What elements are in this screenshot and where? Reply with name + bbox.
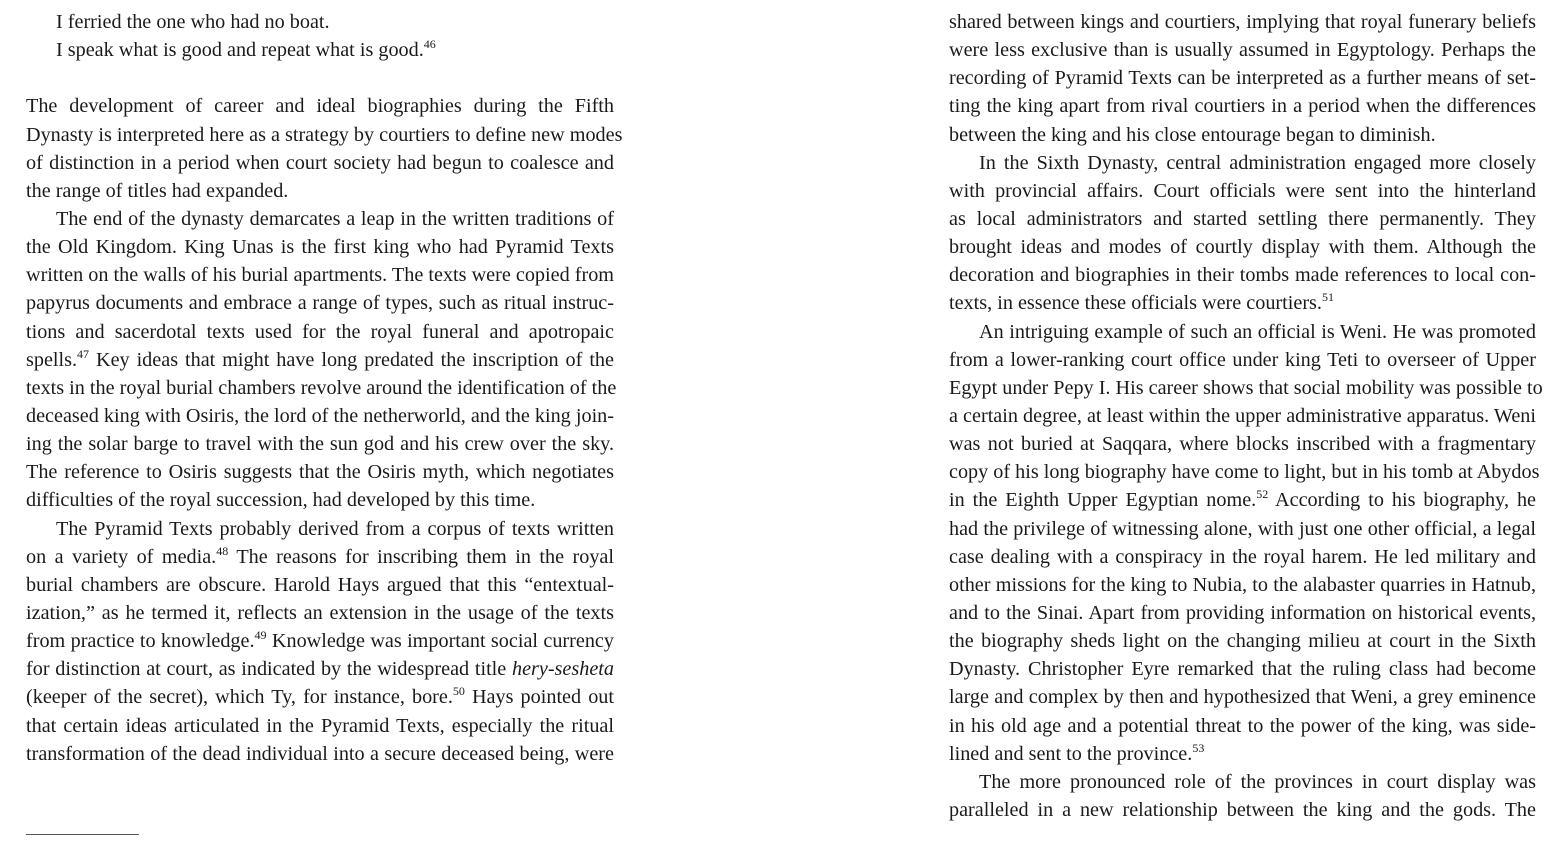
paragraph-provinces-gods	[949, 768, 1536, 824]
text-line: An intriguing example of such an official is Weni. He was promoted	[979, 320, 1536, 343]
text-line: between the king and his close entourage began to diminish.	[949, 123, 1436, 146]
text-line: as local administrators and started settling there permanently. They	[949, 207, 1536, 230]
text-line: of distinction in a period when court society had begun to coalesce and	[26, 151, 614, 174]
footnote-divider	[26, 834, 139, 835]
text-line: spells.$^{47}$ Key ideas that might have long predated the inscription of the	[26, 346, 614, 371]
text-line: lined and sent to the province.$^{53}$	[949, 740, 1205, 765]
text-line: (keeper of the secret), which Ty, for instance, bore.$^{50}$ Hays pointed out	[26, 684, 614, 709]
right-page-column	[949, 8, 1543, 824]
text-line: from a lower-ranking court office under king Teti to overseer of Upper	[949, 348, 1536, 371]
text-line: was not buried at Saqqara, where blocks inscribed with a fragmentary	[949, 433, 1536, 456]
text-line: recording of Pyramid Texts can be interpreted as a further means of set-	[949, 67, 1536, 90]
text-line: large and complex by then and hypothesized that Weni, a grey eminence	[949, 686, 1536, 709]
text-line: in the Eighth Upper Egyptian nome.$^{52}$ According to his biography, he	[949, 487, 1536, 512]
text-line: The Pyramid Texts probably derived from a corpus of texts written	[56, 517, 614, 540]
text-line: tions and sacerdotal texts used for the royal funeral and apotropaic	[26, 320, 614, 343]
left-page-column	[26, 8, 623, 768]
text-line: in his old age and a potential threat to the power of the king, was side-	[949, 714, 1536, 737]
text-line: with provincial affairs. Court officials were sent into the hinterland	[949, 179, 1536, 202]
text-line: The reference to Osiris suggests that the Osiris myth, which negotiates	[26, 461, 614, 484]
paragraph-sixth-dynasty	[949, 149, 1536, 318]
paragraph-pyramid-texts-corpus	[26, 515, 614, 768]
footnote-ref[interactable]: 52	[1256, 487, 1269, 502]
text-line: case dealing with a conspiracy in the royal harem. He led military and	[949, 545, 1536, 568]
text-line: deceased king with Osiris, the lord of the netherworld, and the king join-	[26, 404, 614, 427]
footnote-ref[interactable]: 53	[1192, 740, 1205, 755]
text-line: from practice to knowledge.$^{49}$ Knowledge was important social currency	[26, 628, 614, 653]
text-line: brought ideas and modes of courtly display with them. Although the	[949, 236, 1536, 259]
paragraph-weni	[949, 318, 1543, 768]
text-line: The end of the dynasty demarcates a leap in the written traditions of	[56, 207, 614, 230]
text-line: The development of career and ideal biographies during the Fifth	[26, 95, 614, 118]
italic-term: hery-sesheta	[511, 658, 614, 681]
text-line: for distinction at court, as indicated by the widespread title hery-sesheta	[26, 658, 614, 681]
text-line: had the privilege of witnessing alone, with just one other official, a legal	[949, 517, 1536, 540]
footnote-ref[interactable]: 51	[1321, 290, 1334, 305]
text-line: paralleled in a new relationship between the king and the gods. The	[949, 798, 1536, 821]
text-line: In the Sixth Dynasty, central administration engaged more closely	[979, 151, 1536, 174]
text-line: the biography sheds light on the changing milieu at court in the Sixth	[949, 630, 1536, 653]
text-line: Egypt under Pepy I. His career shows that social mobility was possible to	[949, 376, 1543, 399]
text-line: copy of his long biography have come to light, but in his tomb at Abydos	[949, 461, 1540, 484]
text-line: that certain ideas articulated in the Pyramid Texts, especially the ritual	[26, 714, 614, 737]
verse-line: I speak what is good and repeat what is good.$^{46}$	[56, 37, 436, 62]
footnote-ref[interactable]: 49	[254, 628, 267, 643]
paragraph-pyramid-texts-unas	[26, 205, 617, 515]
text-line: Dynasty. Christopher Eyre remarked that the ruling class had become	[949, 658, 1536, 681]
paragraph-funerary-beliefs	[949, 8, 1536, 149]
text-line: The more pronounced role of the provinces in court display was	[979, 770, 1536, 793]
text-line: texts in the royal burial chambers revolve around the identification of the	[26, 376, 617, 399]
text-line: shared between kings and courtiers, implying that royal funerary beliefs	[949, 11, 1536, 33]
text-line: the Old Kingdom. King Unas is the first king who had Pyramid Texts	[26, 236, 614, 259]
verse-spacer	[26, 64, 614, 92]
text-line: papyrus documents and embrace a range of types, such as ritual instruc-	[26, 292, 614, 315]
text-line: decoration and biographies in their tombs made references to local con-	[949, 264, 1536, 287]
text-line: the range of titles had expanded.	[26, 179, 289, 202]
text-line: and to the Sinai. Apart from providing information on historical events,	[949, 601, 1536, 624]
footnote-ref[interactable]: 48	[216, 543, 229, 558]
text-line: written on the walls of his burial apartments. The texts were copied from	[26, 264, 614, 287]
verse-line: I ferried the one who had no boat.	[56, 11, 330, 33]
text-line: ting the king apart from rival courtiers in a period when the differences	[949, 95, 1536, 118]
footnote-ref[interactable]: 47	[77, 346, 90, 361]
text-line: other missions for the king to Nubia, to the alabaster quarries in Hatnub,	[949, 573, 1536, 596]
text-line: ing the solar barge to travel with the sun god and his crew over the sky.	[26, 433, 614, 456]
text-line: a certain degree, at least within the upper administrative apparatus. Weni	[949, 404, 1536, 427]
text-line: transformation of the dead individual into a secure deceased being, were	[26, 742, 614, 765]
footnote-ref[interactable]: 50	[452, 684, 465, 699]
text-line: texts, in essence these officials were courtiers.$^{51}$	[949, 290, 1334, 315]
footnote-ref[interactable]: 46	[423, 37, 436, 52]
text-line: were less exclusive than is usually assumed in Egyptology. Perhaps the	[949, 39, 1536, 62]
text-line: Dynasty is interpreted here as a strategy by courtiers to define new modes	[26, 123, 623, 146]
paragraph-career-biographies	[26, 92, 623, 205]
text-line: ization,” as he termed it, reflects an extension in the usage of the texts	[26, 601, 614, 624]
text-line: on a variety of media.$^{48}$ The reasons for inscribing them in the royal	[26, 543, 614, 568]
text-line: difficulties of the royal succession, had developed by this time.	[26, 489, 536, 512]
text-line: burial chambers are obscure. Harold Hays argued that this “entextual-	[26, 573, 614, 596]
